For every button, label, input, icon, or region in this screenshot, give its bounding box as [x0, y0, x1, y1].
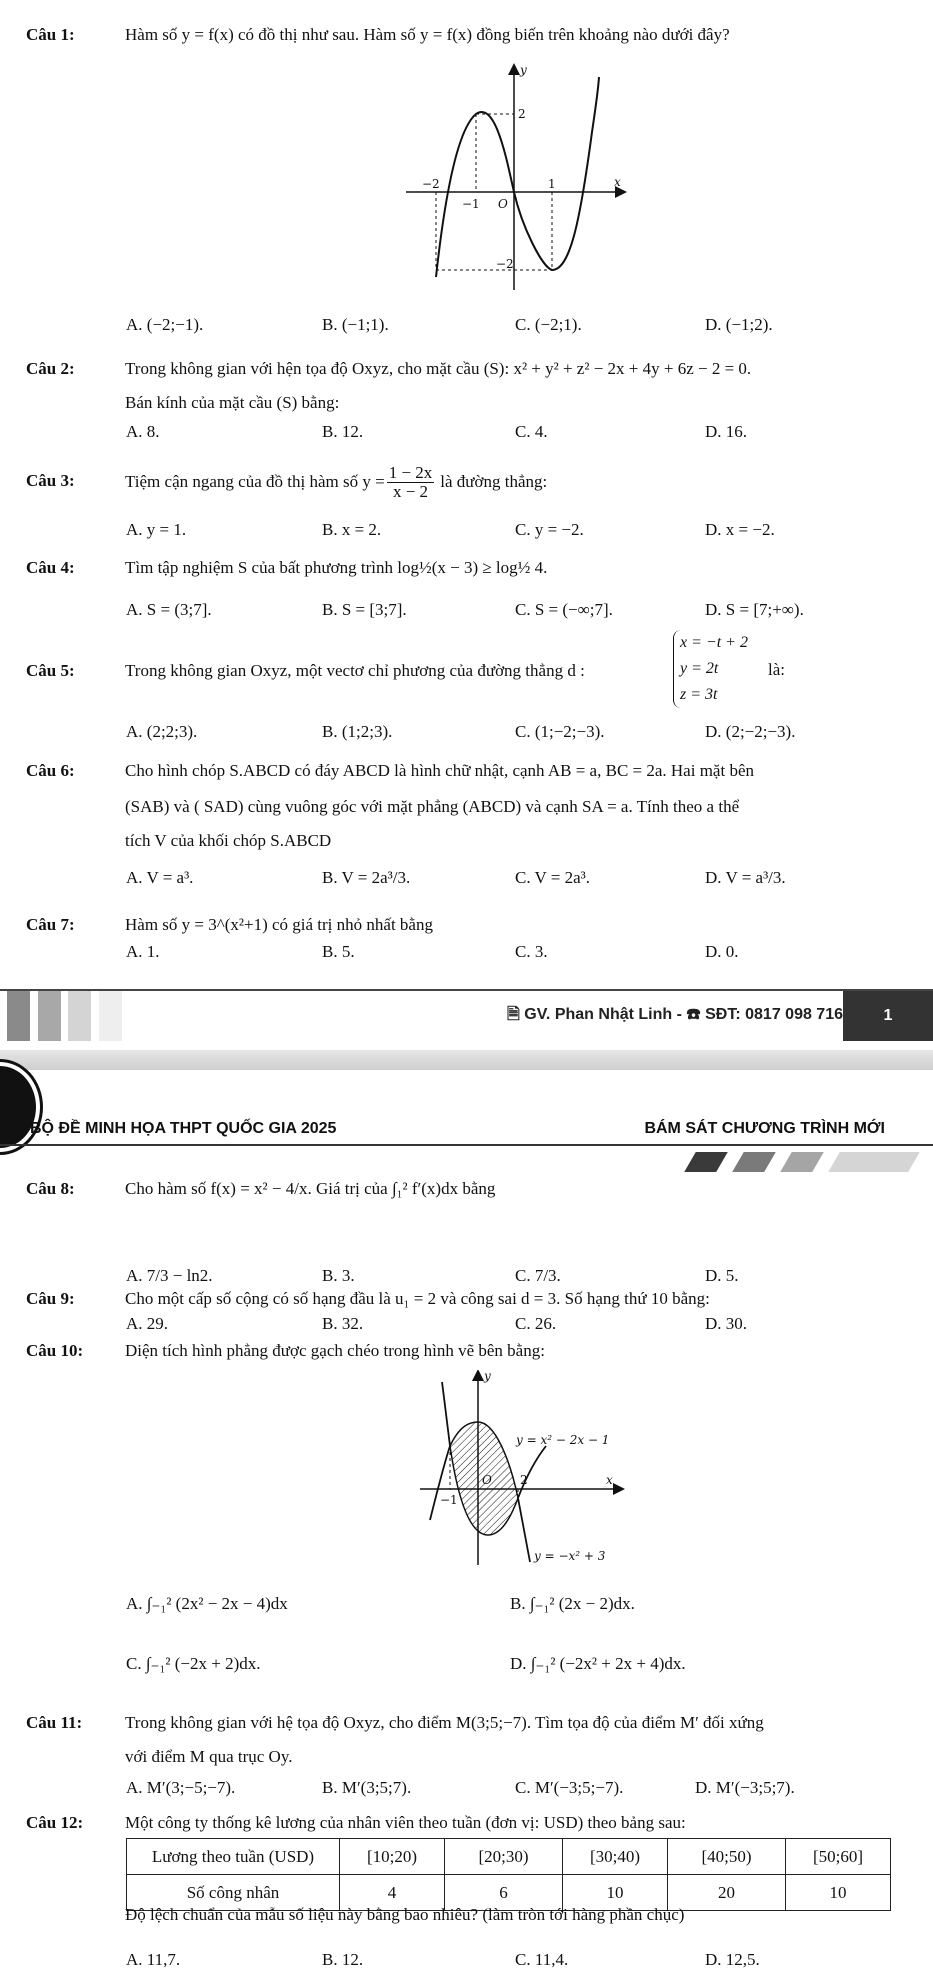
salary-table	[126, 1838, 891, 1911]
svg-text:1: 1	[548, 177, 556, 191]
question-text: Bán kính của mặt cầu (S) bằng:	[125, 393, 340, 412]
question-text: Diện tích hình phẳng được gạch chéo trong hình vẽ bên bằng:	[125, 1341, 545, 1360]
question-text: Trong không gian Oxyz, một vectơ chỉ phương của đường thẳng d :	[125, 661, 585, 680]
svg-text:−1: −1	[462, 197, 480, 211]
option-a[interactable]: A. 7/3 − ln2.	[126, 1266, 213, 1285]
page-break	[0, 1050, 933, 1070]
area-graph-figure	[400, 1370, 640, 1570]
question-text: Cho hình chóp S.ABCD có đáy ABCD là hình chữ nhật, cạnh AB = a, BC = 2a. Hai mặt bên	[125, 761, 754, 780]
question-label: Câu 9:	[26, 1289, 75, 1308]
option-a[interactable]: A. ∫₋₁² (2x² − 2x − 4)dx	[126, 1594, 288, 1613]
svg-text:−2: −2	[422, 177, 440, 191]
decorative-slant	[828, 1152, 920, 1172]
decorative-slant	[780, 1152, 824, 1172]
option-b[interactable]: B. V = 2a³/3.	[322, 868, 411, 887]
document-icon: 🗎	[506, 1006, 520, 1023]
question-text: Độ lệch chuẩn của mẫu số liệu này bằng bao nhiêu? (làm tròn tới hàng phần chục)	[125, 1905, 685, 1924]
option-b[interactable]: B. S = [3;7].	[322, 600, 407, 619]
header-title-left: BỘ ĐỀ MINH HỌA THPT QUỐC GIA 2025	[30, 1120, 337, 1137]
page-header	[0, 1070, 933, 1180]
option-d[interactable]: D. x = −2.	[705, 520, 775, 539]
option-c[interactable]: C. S = (−∞;7].	[515, 600, 613, 619]
footer-credit: 🗎 GV. Phan Nhật Linh - ☎ SĐT: 0817 098 716	[506, 1006, 843, 1023]
decorative-stripe	[7, 991, 30, 1041]
option-a[interactable]: A. (−2;−1).	[126, 315, 204, 334]
question-label: Câu 7:	[26, 915, 75, 934]
option-d[interactable]: D. S = [7;+∞).	[705, 600, 804, 619]
question-label: Câu 1:	[26, 25, 75, 44]
option-a[interactable]: A. 29.	[126, 1314, 169, 1333]
question-text: Hàm số y = 3^(x²+1) có giá trị nhỏ nhất bằng	[125, 915, 433, 934]
svg-text:2: 2	[518, 107, 526, 121]
option-d[interactable]: D. 30.	[705, 1314, 748, 1333]
option-d[interactable]: D. 0.	[705, 942, 739, 961]
option-c[interactable]: C. 26.	[515, 1314, 557, 1333]
option-c[interactable]: C. 3.	[515, 942, 548, 961]
page-footer	[0, 991, 933, 1043]
option-a[interactable]: A. y = 1.	[126, 520, 187, 539]
header-divider	[0, 1144, 933, 1146]
question-label: Câu 5:	[26, 661, 75, 680]
option-b[interactable]: B. x = 2.	[322, 520, 382, 539]
question-label: Câu 2:	[26, 359, 75, 378]
option-c[interactable]: C. 11,4.	[515, 1950, 569, 1969]
question-label: Câu 3:	[26, 471, 75, 490]
option-d[interactable]: D. M′(−3;5;7).	[695, 1778, 795, 1797]
question-label: Câu 12:	[26, 1813, 84, 1832]
svg-text:O: O	[482, 1473, 492, 1487]
cubic-graph-figure	[392, 62, 632, 294]
option-d[interactable]: D. V = a³/3.	[705, 868, 786, 887]
decorative-stripe	[38, 991, 61, 1041]
option-c[interactable]: C. M′(−3;5;−7).	[515, 1778, 624, 1797]
option-b[interactable]: B. (1;2;3).	[322, 722, 393, 741]
option-b[interactable]: B. ∫₋₁² (2x − 2)dx.	[510, 1594, 635, 1613]
option-c[interactable]: C. (1;−2;−3).	[515, 722, 605, 741]
table-row: Số công nhân 4 6 10 20 10	[127, 1875, 891, 1911]
option-a[interactable]: A. S = (3;7].	[126, 600, 212, 619]
option-a[interactable]: A. V = a³.	[126, 868, 194, 887]
page-number: 1	[843, 991, 933, 1041]
decorative-stripe	[68, 991, 91, 1041]
decorative-stripe	[99, 991, 122, 1041]
option-d[interactable]: D. (−1;2).	[705, 315, 773, 334]
svg-text:y = −x² + 3: y = −x² + 3	[534, 1549, 606, 1563]
question-text: là:	[768, 660, 785, 679]
teacher-name: GV. Phan Nhật Linh	[524, 1006, 673, 1023]
svg-text:y: y	[484, 1370, 491, 1383]
question-text: Trong không gian với hện tọa độ Oxyz, cho mặt cầu (S): x² + y² + z² − 2x + 4y + 6z − 2 = 0.	[125, 359, 752, 378]
option-d[interactable]: D. 12,5.	[705, 1950, 760, 1969]
question-text: là đường thẳng:	[440, 472, 548, 491]
question-text: Tiệm cận ngang của đồ thị hàm số y =	[125, 472, 385, 491]
option-b[interactable]: B. 5.	[322, 942, 355, 961]
phone-number: SĐT: 0817 098 716	[705, 1006, 843, 1023]
option-d[interactable]: D. 5.	[705, 1266, 739, 1285]
question-text: (SAB) và ( SAD) cùng vuông góc với mặt phẳng (ABCD) và cạnh SA = a. Tính theo a thể	[125, 797, 740, 816]
option-a[interactable]: A. M′(3;−5;−7).	[126, 1778, 236, 1797]
svg-text:2: 2	[520, 1473, 528, 1487]
option-b[interactable]: B. (−1;1).	[322, 315, 389, 334]
decorative-slant	[732, 1152, 776, 1172]
question-text: tích V của khối chóp S.ABCD	[125, 831, 332, 850]
option-a[interactable]: A. 11,7.	[126, 1950, 181, 1969]
svg-text:x: x	[606, 1473, 613, 1487]
fraction: $\frac{1 - 2x}{x - 2}$	[388, 462, 433, 501]
option-b[interactable]: B. 32.	[322, 1314, 364, 1333]
logo-icon	[0, 1062, 40, 1152]
question-text: với điểm M qua trục Oy.	[125, 1747, 293, 1766]
option-d[interactable]: D. 16.	[705, 422, 748, 441]
option-c[interactable]: C. V = 2a³.	[515, 868, 590, 887]
option-c[interactable]: C. ∫₋₁² (−2x + 2)dx.	[126, 1654, 261, 1673]
question-text: Hàm số y = f(x) có đồ thị như sau. Hàm số y = f(x) đồng biến trên khoảng nào dưới đây?	[125, 25, 730, 44]
question-text: Cho hàm số f(x) = x² − 4/x. Giá trị của ∫₁² f′(x)dx bằng	[125, 1179, 496, 1198]
question-text: Một công ty thống kê lương của nhân viên theo tuần (đơn vị: USD) theo bảng sau:	[125, 1813, 686, 1832]
parametric-system: x = −t + 2 y = 2t z = 3t	[673, 630, 748, 708]
question-text: Trong không gian với hệ tọa độ Oxyz, cho điểm M(3;5;−7). Tìm tọa độ của điểm M′ đối xứng	[125, 1713, 764, 1732]
question-label: Câu 6:	[26, 761, 75, 780]
option-c[interactable]: C. (−2;1).	[515, 315, 582, 334]
svg-text:−1: −1	[440, 1493, 458, 1507]
svg-text:O: O	[498, 197, 508, 211]
option-b[interactable]: B. 12.	[322, 422, 364, 441]
option-a[interactable]: A. (2;2;3).	[126, 722, 198, 741]
question-text: Cho một cấp số cộng có số hạng đầu là u₁ = 2 và công sai d = 3. Số hạng thứ 10 bằng:	[125, 1289, 710, 1308]
option-b[interactable]: B. 12.	[322, 1950, 364, 1969]
table-row: Lương theo tuần (USD) [10;20) [20;30) [30;40) [40;50) [50;60]	[127, 1839, 891, 1875]
question-label: Câu 4:	[26, 558, 75, 577]
option-c[interactable]: C. 7/3.	[515, 1266, 561, 1285]
svg-text:−2: −2	[496, 257, 514, 271]
option-a[interactable]: A. 8.	[126, 422, 160, 441]
question-label: Câu 10:	[26, 1341, 84, 1360]
question-3	[0, 460, 933, 500]
option-d[interactable]: D. ∫₋₁² (−2x² + 2x + 4)dx.	[510, 1654, 686, 1673]
header-title-right: BÁM SÁT CHƯƠNG TRÌNH MỚI	[644, 1120, 885, 1137]
question-text: Tìm tập nghiệm S của bất phương trình log½(x − 3) ≥ log½ 4.	[125, 558, 548, 577]
question-label: Câu 11:	[26, 1713, 83, 1732]
option-a[interactable]: A. 1.	[126, 942, 160, 961]
svg-text:x: x	[614, 175, 621, 189]
option-c[interactable]: C. 4.	[515, 422, 548, 441]
option-b[interactable]: B. 3.	[322, 1266, 355, 1285]
option-d[interactable]: D. (2;−2;−3).	[705, 722, 796, 741]
option-b[interactable]: B. M′(3;5;7).	[322, 1778, 412, 1797]
svg-text:y: y	[520, 63, 527, 77]
decorative-slant	[684, 1152, 728, 1172]
phone-icon: ☎	[686, 1006, 701, 1023]
svg-text:y = x² − 2x − 1: y = x² − 2x − 1	[516, 1433, 610, 1447]
question-label: Câu 8:	[26, 1179, 75, 1198]
option-c[interactable]: C. y = −2.	[515, 520, 584, 539]
